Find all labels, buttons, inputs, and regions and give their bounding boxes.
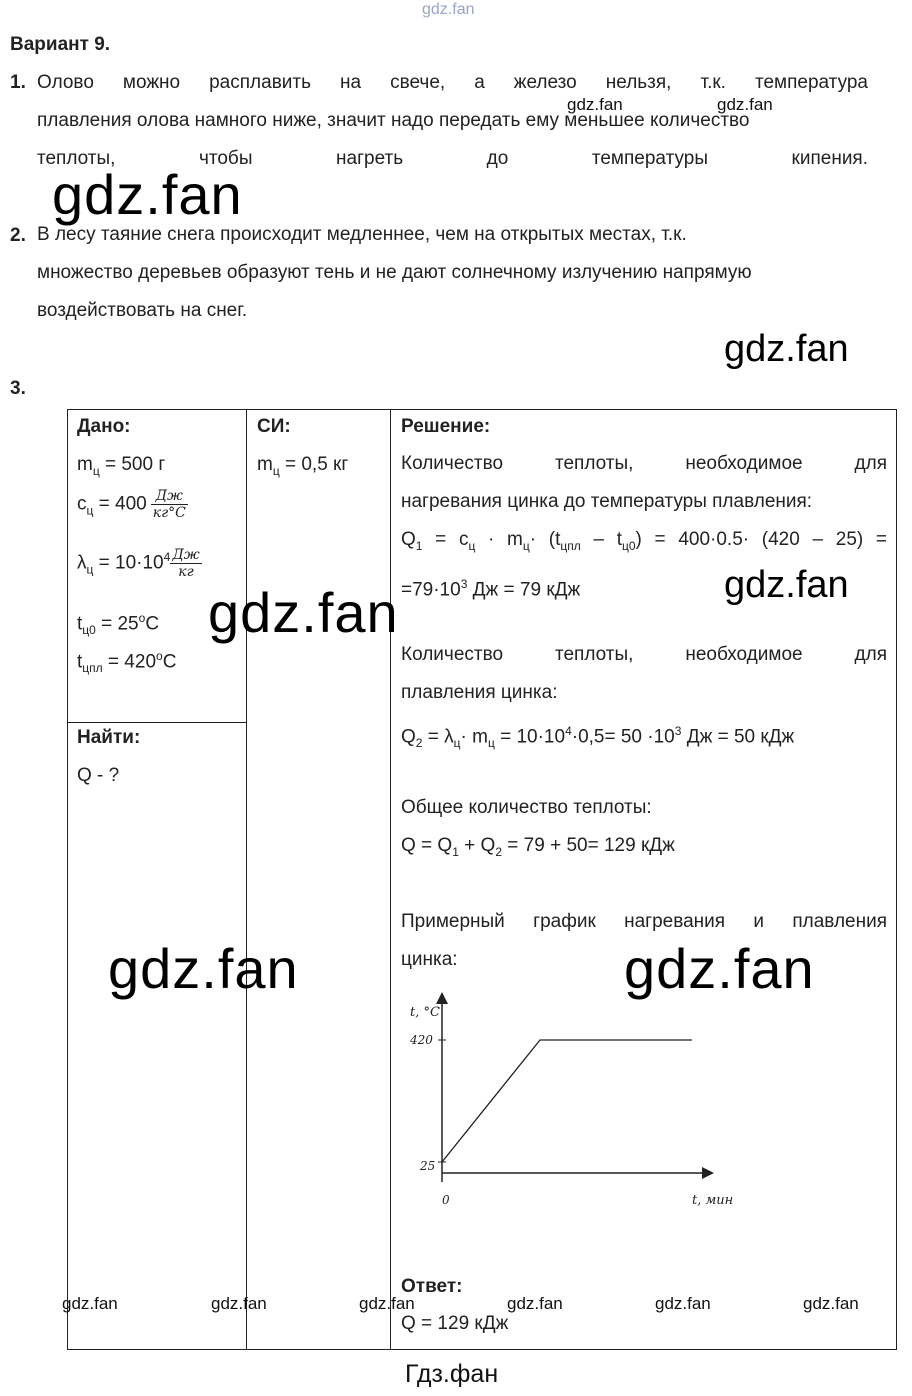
footer-watermark: Гдз.фан: [405, 1360, 499, 1388]
task1-text: [37, 64, 868, 178]
task2-number: 2.: [10, 225, 26, 246]
task2-line2: множество деревьев образуют тень и не дают солнечному излучению напрямую: [37, 262, 752, 283]
solution-p4-line2: цинка:: [401, 949, 458, 970]
solution-part2: [401, 636, 887, 762]
watermark: gdz.fan: [211, 1294, 267, 1313]
watermark: gdz.fan: [108, 937, 299, 1000]
watermark: gdz.fan: [359, 1294, 415, 1313]
watermark: gdz.fan: [724, 564, 849, 606]
formula-q-total: $Q = Q_1 + Q_2 = 79 + 50= 129$ кДж: [401, 835, 675, 859]
solution-part3: [401, 789, 887, 871]
solution-p4-line1: Примерный график нагревания и плавления: [401, 911, 887, 932]
si-heading: СИ:: [257, 416, 291, 437]
task2-line1: В лесу таяние снега происходит медленнее, чем на открытых местах, т.к.: [37, 224, 687, 245]
si-mass: $m_ц = 0,5$ кг: [257, 454, 349, 478]
task1-line1: Олово можно расплавить на свече, а железо нельзя, т.к. температура: [37, 72, 868, 93]
solution-p1-line2: нагревания цинка до температуры плавления:: [401, 491, 813, 512]
watermark: gdz.fan: [567, 95, 623, 114]
formula-q2: $Q_2 = \lambda_ц\cdot m_ц = 10\cdot 10^4\cdot 0,5= 50 \cdot 10^3$ Дж = 50 кДж: [401, 724, 795, 751]
watermark: gdz.fan: [52, 163, 243, 226]
task1-line3: теплоты, чтобы нагреть до температуры кипения.: [37, 148, 868, 169]
given-lambda-unit: $\frac{Дж}{кг}$: [172, 547, 200, 580]
chart-series-line: [442, 1040, 692, 1162]
watermark: gdz.fan: [803, 1294, 859, 1313]
task2-text: [37, 216, 868, 330]
given-mass: $m_ц = 500$ г: [77, 454, 166, 478]
watermark: gdz.fan: [624, 937, 815, 1000]
watermark: gdz.fan: [62, 1294, 118, 1313]
task1-number: 1.: [10, 72, 26, 93]
formula-q1: $Q_1 = c_ц \cdot m_ц\cdot (t_{цпл} - t_{ц0}) = 400\cdot 0.5\cdot (420 - 25)$ =: [401, 529, 888, 553]
watermark: gdz.fan: [724, 328, 849, 370]
watermark: gdz.fan: [208, 581, 399, 644]
given-initial-temp: $t_{ц0} = 25^oC$: [77, 611, 160, 638]
chart-x-label: t, мин: [692, 1193, 734, 1208]
given-c-unit: $\frac{Дж}{кг^\circ C}$: [152, 488, 186, 521]
given-heading: Дано:: [77, 416, 131, 437]
watermark: gdz.fan: [507, 1294, 563, 1313]
chart-y-label: t, °C: [410, 1005, 440, 1020]
watermark: gdz.fan: [655, 1294, 711, 1313]
chart-tick-label-25: 25: [420, 1159, 436, 1173]
answer-heading: Ответ:: [401, 1276, 463, 1297]
watermark: gdz.fan: [717, 95, 773, 114]
formula-q1-result: $=79\cdot 10^3$ Дж = 79 кДж: [401, 576, 581, 601]
find-value: Q - ?: [77, 765, 120, 786]
table-top-border: [67, 409, 897, 410]
answer-value: Q = 129 кДж: [401, 1313, 509, 1334]
solution-p2-line2: плавления цинка:: [401, 682, 558, 703]
solution-p2-line1: Количество теплоты, необходимое для: [401, 644, 887, 665]
table-right-border: [896, 409, 897, 1350]
variant-title: Вариант 9.: [10, 34, 111, 55]
solution-heading: Решение:: [401, 416, 491, 437]
task1-line2: плавления олова намного ниже, значит надо передать ему меньшее количество: [37, 110, 750, 131]
top-watermark: gdz.fan: [422, 1, 475, 18]
given-melting-temp: $t_{цпл} = 420^oC$: [77, 649, 177, 676]
solution-p3-line1: Общее количество теплоты:: [401, 797, 652, 818]
task3-number: 3.: [10, 378, 26, 399]
task2-line3: воздействовать на снег.: [37, 300, 248, 321]
heating-melting-chart: [400, 990, 745, 1215]
chart-tick-label-420: 420: [410, 1033, 433, 1047]
find-heading: Найти:: [77, 727, 141, 748]
given-specific-heat: $c_ц = 400$ $\frac{Дж}{кг^\circ C}$: [77, 488, 186, 521]
given-find-divider: [67, 722, 247, 723]
table-left-border: [67, 409, 68, 1350]
table-bottom-border: [67, 1349, 897, 1350]
solution-p1-line1: Количество теплоты, необходимое для: [401, 453, 887, 474]
given-latent-heat: $\lambda_ц = 10\cdot 10^4$ $\frac{Дж}{кг}$: [77, 547, 200, 580]
chart-origin-label: 0: [442, 1193, 450, 1207]
table-divider-2: [390, 409, 391, 1350]
table-divider-1: [246, 409, 247, 1350]
